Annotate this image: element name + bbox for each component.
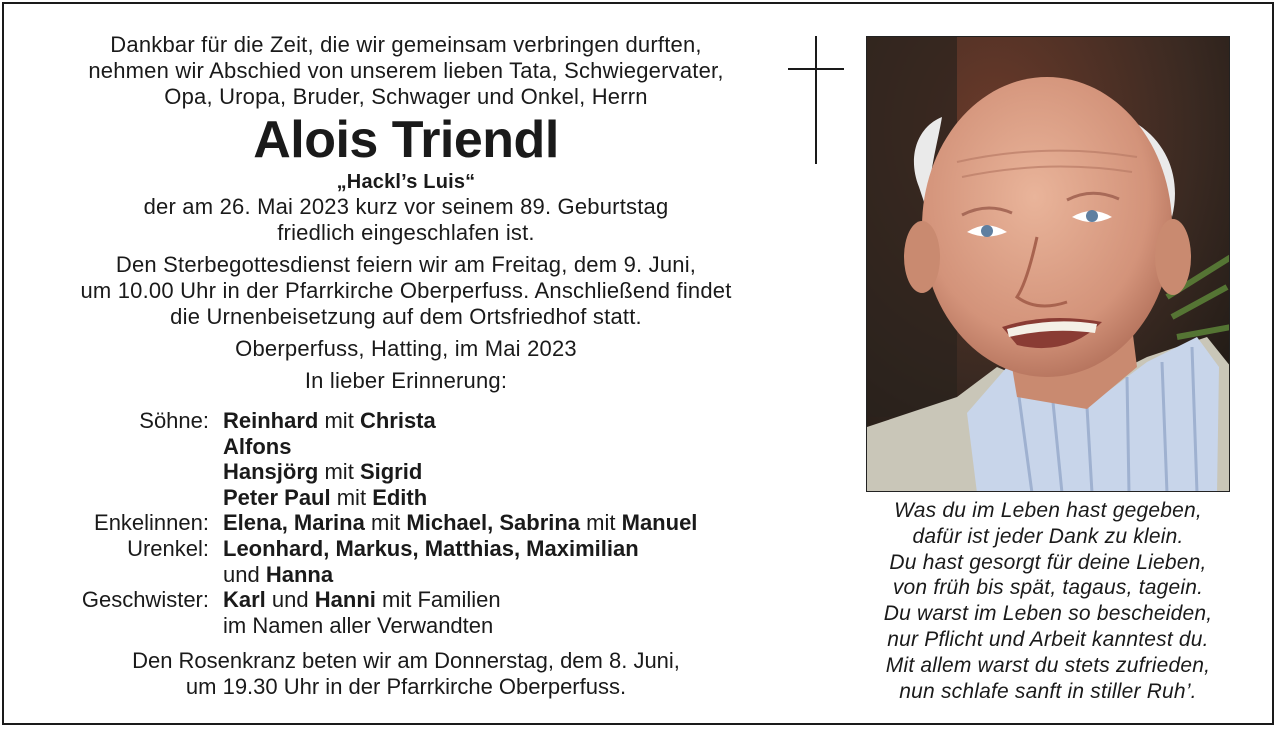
grandchildren-label: Enkelinnen: xyxy=(94,510,209,536)
place-date: Oberperfuss, Hatting, im Mai 2023 xyxy=(235,336,577,361)
death-line: friedlich eingeschlafen ist. xyxy=(277,220,535,245)
notice-main-text xyxy=(40,32,772,394)
cross-icon xyxy=(788,36,844,171)
rosary-line: um 19.30 Uhr in der Pfarrkirche Oberperfuss. xyxy=(185,674,627,699)
siblings-row xyxy=(40,587,697,638)
sons-row xyxy=(40,408,697,510)
nickname: „Hackl’s Luis“ xyxy=(336,171,476,193)
intro-line: Dankbar für die Zeit, die wir gemeinsam verbringen durften, xyxy=(110,32,702,57)
deceased-name: Alois Triendl xyxy=(253,111,559,169)
poem-line: von früh bis spät, tagaus, tagein. xyxy=(892,576,1204,600)
memorial-poem xyxy=(846,498,1250,704)
siblings-label: Geschwister: xyxy=(81,587,209,613)
family-list xyxy=(40,408,697,638)
portrait-photo xyxy=(866,36,1230,492)
siblings-names: Karl und Hanni mit Familien im Namen aller Verwandten xyxy=(223,587,501,638)
poem-line: nun schlafe sanft in stiller Ruh’. xyxy=(899,679,1197,703)
death-line: der am 26. Mai 2023 kurz vor seinem 89. Geburtstag xyxy=(143,194,669,219)
service-line: die Urnenbeisetzung auf dem Ortsfriedhof statt. xyxy=(170,304,642,329)
poem-line: Mit allem warst du stets zufrieden, xyxy=(885,653,1211,677)
poem-line: nur Pflicht und Arbeit kanntest du. xyxy=(887,627,1209,651)
poem-line: Du warst im Leben so bescheiden, xyxy=(883,602,1213,626)
great-grandchildren-label: Urenkel: xyxy=(127,535,209,561)
grandchildren-names: Elena, Marina mit Michael, Sabrina mit Manuel xyxy=(223,510,698,536)
rosary-info xyxy=(40,648,772,700)
grandchildren-row xyxy=(40,510,697,536)
rosary-line: Den Rosenkranz beten wir am Donnerstag, dem 8. Juni, xyxy=(132,648,680,673)
service-line: Den Sterbegottesdienst feiern wir am Freitag, dem 9. Juni, xyxy=(115,252,697,277)
great-grandchildren-names: Leonhard, Markus, Matthias, Maximilian und Hanna xyxy=(223,535,639,587)
poem-line: Was du im Leben hast gegeben, xyxy=(894,499,1202,522)
poem-line: Du hast gesorgt für deine Lieben, xyxy=(889,550,1207,574)
remembrance-heading: In lieber Erinnerung: xyxy=(304,368,508,393)
relatives-line: im Namen aller Verwandten xyxy=(223,612,494,638)
poem-line: dafür ist jeder Dank zu klein. xyxy=(912,524,1184,548)
sons-names: Reinhard mit Christa Alfons Hansjörg mit Sigrid Peter Paul mit Edith xyxy=(223,408,436,510)
service-line: um 10.00 Uhr in der Pfarrkirche Oberperfuss. Anschließend findet xyxy=(80,278,732,303)
intro-line: nehmen wir Abschied von unserem lieben Tata, Schwiegervater, xyxy=(88,58,724,83)
sons-label: Söhne: xyxy=(139,408,209,433)
great-grandchildren-row xyxy=(40,536,697,587)
intro-line: Opa, Uropa, Bruder, Schwager und Onkel, Herrn xyxy=(164,84,648,109)
